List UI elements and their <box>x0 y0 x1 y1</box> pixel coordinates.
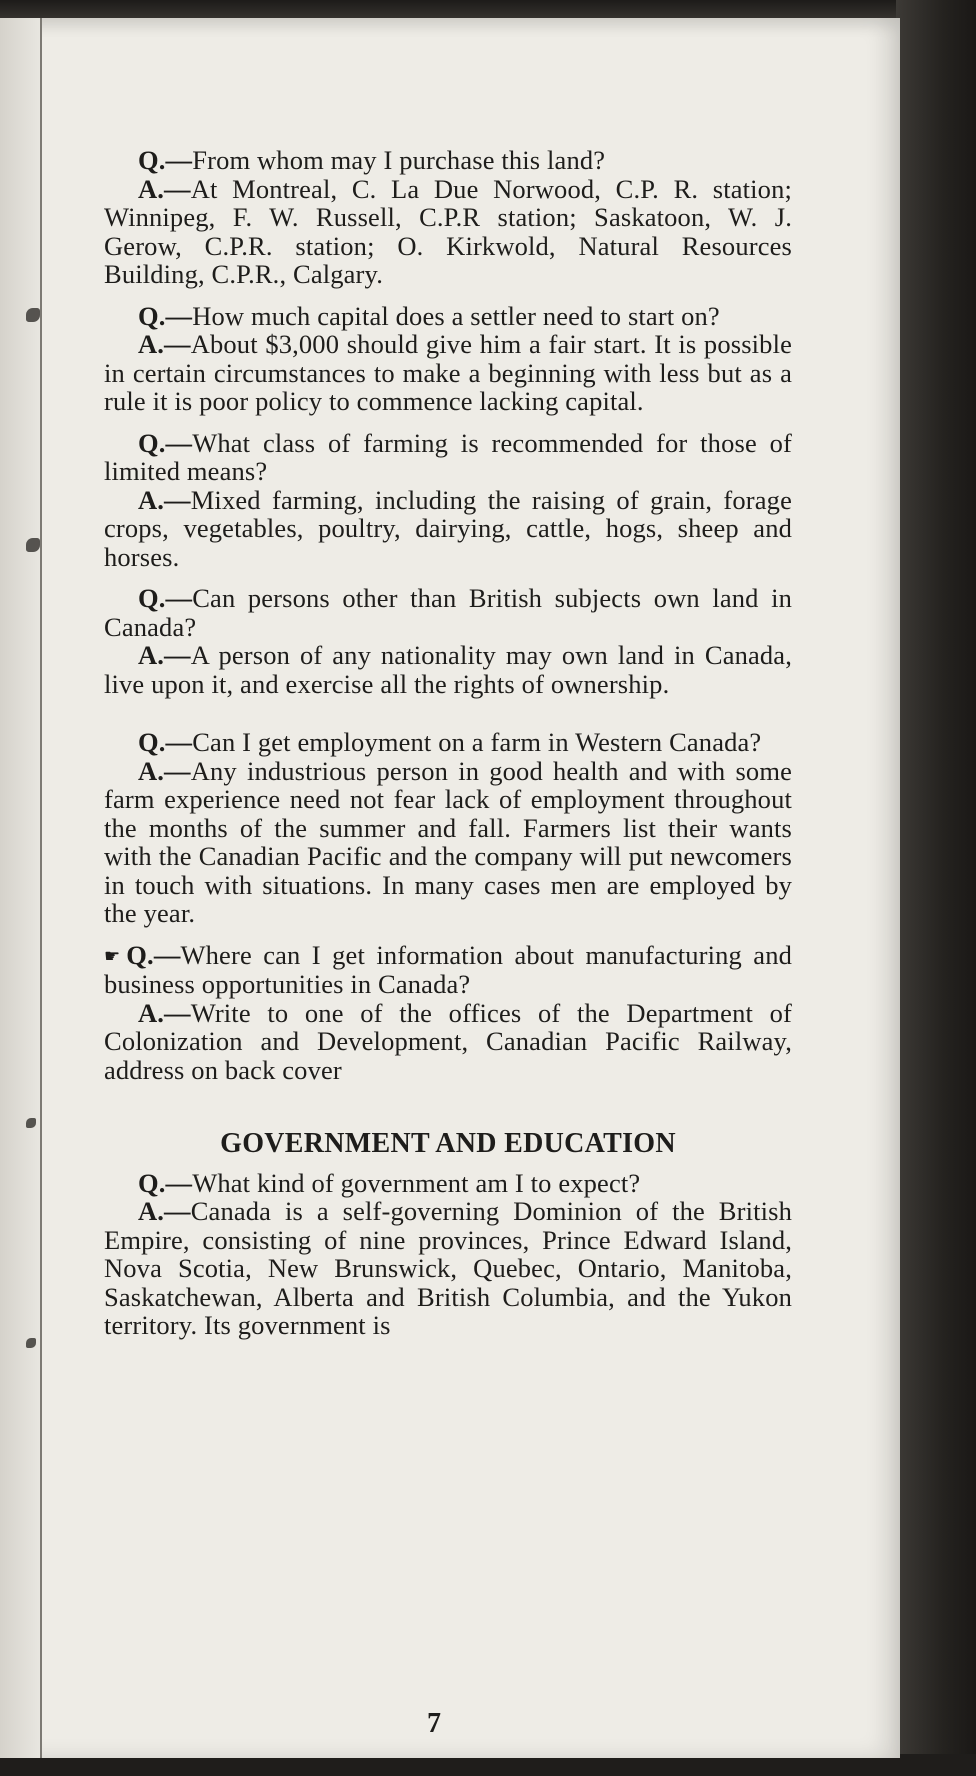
answer-text: Any industrious person in good health and with some farm experience need not fear lack of employment throughout the months of the summer and fall. Farmers list their wants with the Canadian Pacific and the company will put newcomers in touch with situations. In many cases men are employed by the year. <box>104 755 792 928</box>
section-heading: GOVERNMENT AND EDUCATION <box>220 1128 676 1159</box>
page-content <box>104 146 792 1353</box>
question-text: Can I get employment on a farm in Western Canada? <box>192 727 762 757</box>
question <box>104 429 792 486</box>
answer <box>104 757 792 928</box>
question-lead: Q.— <box>138 727 193 757</box>
binding-staple-mark <box>26 538 40 552</box>
question-lead: Q.— <box>126 939 181 970</box>
answer-text: About $3,000 should give him a fair start. It is possible in certain circumstances to make a beginning with less but as a rule it is poor policy to commence lacking capital. <box>104 329 792 416</box>
answer <box>104 1197 792 1340</box>
question <box>104 146 792 175</box>
answer-text: Canada is a self-governing Dominion of the British Empire, consisting of nine provinces, Prince Edward Island, Nova Scotia, New Brunswick, Quebec, Ontario, Manitoba, Saskatchewan, Alberta and British Columbia, and the Yukon territory. Its government is <box>104 1196 792 1340</box>
question <box>104 302 792 331</box>
answer-text: At Montreal, C. La Due Norwood, C.P. R. station; Winnipeg, F. W. Russell, C.P.R station; Saskatoon, W. J. Gerow, C.P.R. station; O. Kirkwold, Natural Resources Building, C.P.R., Calgary. <box>104 173 792 289</box>
question <box>104 1169 792 1198</box>
answer-text: A person of any nationality may own land in Canada, live upon it, and exercise all the rights of ownership. <box>104 640 792 699</box>
question-lead: Q.— <box>138 1167 193 1198</box>
binding-line <box>40 18 42 1758</box>
binding-staple-mark <box>26 1118 36 1128</box>
question-text: How much capital does a settler need to start on? <box>192 300 720 331</box>
question-lead: Q.— <box>138 583 193 613</box>
answer <box>104 641 792 698</box>
qa-block-farming-class <box>104 429 792 572</box>
answer <box>104 486 792 572</box>
scan-right-edge <box>896 0 976 1776</box>
question <box>104 728 792 757</box>
qa-block-purchase-land <box>104 146 792 289</box>
question-text: What kind of government am I to expect? <box>192 1167 641 1198</box>
qa-block-employment <box>104 728 792 928</box>
answer-text: Mixed farming, including the raising of grain, forage crops, vegetables, poultry, dairying, cattle, hogs, sheep and horses. <box>104 484 792 572</box>
qa-block-government <box>104 1169 792 1340</box>
pointing-hand-icon: ☛ <box>104 945 121 966</box>
binding-staple-mark <box>26 1338 36 1348</box>
answer <box>104 999 792 1085</box>
question-lead: Q.— <box>138 300 193 331</box>
booklet-page <box>0 18 900 1758</box>
question-text: From whom may I purchase this land? <box>192 145 606 175</box>
answer-lead: A.— <box>138 484 191 515</box>
answer-text: Write to one of the offices of the Department of Colonization and Development, Canadian Pacific Railway, address on back cover <box>104 997 792 1085</box>
question <box>104 584 792 641</box>
question-text: Where can I get information about manufacturing and business opportunities in Canada? <box>104 939 792 999</box>
answer <box>104 175 792 289</box>
answer <box>104 330 792 416</box>
question-lead: Q.— <box>138 145 193 175</box>
question <box>104 941 792 999</box>
answer-lead: A.— <box>138 640 191 670</box>
answer-lead: A.— <box>138 329 191 359</box>
qa-block-business-info <box>104 941 792 1085</box>
question-text: Can persons other than British subjects own land in Canada? <box>104 583 792 642</box>
question-lead: Q.— <box>138 427 193 458</box>
qa-block-capital <box>104 302 792 416</box>
page-gutter <box>0 18 40 1758</box>
question-text: What class of farming is recommended for those of limited means? <box>104 427 792 486</box>
answer-lead: A.— <box>138 173 191 204</box>
page-number: 7 <box>427 1708 441 1739</box>
answer-lead: A.— <box>138 755 191 786</box>
answer-lead: A.— <box>138 1196 191 1226</box>
answer-lead: A.— <box>138 997 191 1028</box>
qa-block-land-ownership <box>104 584 792 698</box>
binding-staple-mark <box>26 308 40 322</box>
